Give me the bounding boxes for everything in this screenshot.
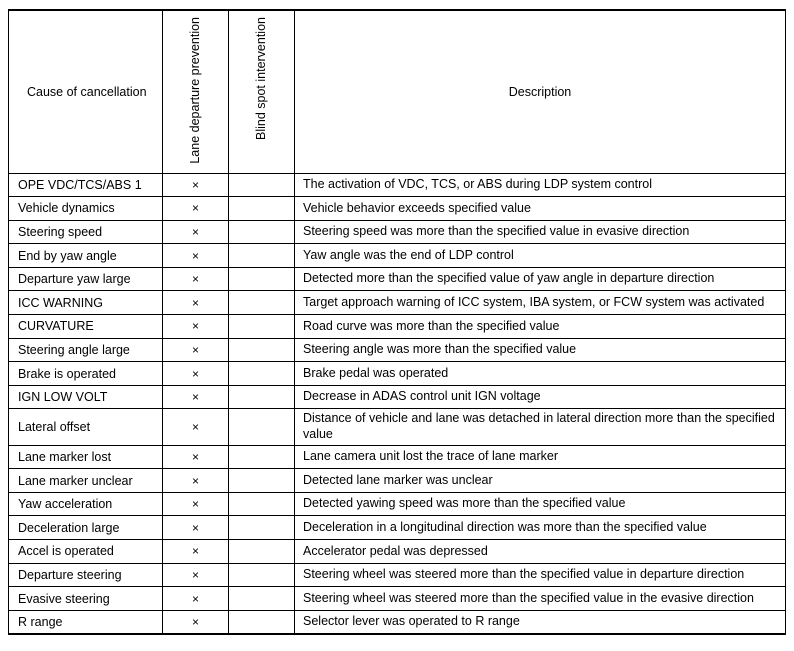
description-cell: Detected more than the specified value of yaw angle in departure direction (295, 267, 786, 291)
table-body (9, 173, 786, 634)
description-cell: Selector lever was operated to R range (295, 610, 786, 634)
bsi-mark-cell (229, 610, 295, 634)
table-row (9, 220, 786, 244)
bsi-mark-cell (229, 563, 295, 587)
cause-cell: Lateral offset (9, 409, 163, 445)
bsi-mark-cell (229, 540, 295, 564)
header-description: Description (295, 10, 786, 173)
cause-cell: CURVATURE (9, 315, 163, 339)
description-cell: Detected yawing speed was more than the specified value (295, 492, 786, 516)
bsi-mark-cell (229, 492, 295, 516)
bsi-mark-cell (229, 587, 295, 611)
bsi-mark-cell (229, 469, 295, 493)
ldp-mark-cell: × (163, 610, 229, 634)
description-cell: Yaw angle was the end of LDP control (295, 244, 786, 268)
cause-cell: Yaw acceleration (9, 492, 163, 516)
table-row (9, 445, 786, 469)
cause-cell: Evasive steering (9, 587, 163, 611)
cause-cell: Lane marker lost (9, 445, 163, 469)
ldp-mark-cell: × (163, 315, 229, 339)
description-cell: The activation of VDC, TCS, or ABS during LDP system control (295, 173, 786, 197)
table-row (9, 409, 786, 445)
table-row (9, 540, 786, 564)
ldp-mark-cell: × (163, 587, 229, 611)
ldp-mark-cell: × (163, 220, 229, 244)
bsi-mark-cell (229, 445, 295, 469)
cause-cell: Departure steering (9, 563, 163, 587)
description-cell: Steering wheel was steered more than the specified value in departure direction (295, 563, 786, 587)
ldp-mark-cell: × (163, 244, 229, 268)
table-row (9, 267, 786, 291)
ldp-mark-cell: × (163, 362, 229, 386)
ldp-mark-cell: × (163, 173, 229, 197)
ldp-mark-cell: × (163, 492, 229, 516)
ldp-mark-cell: × (163, 267, 229, 291)
ldp-mark-cell: × (163, 469, 229, 493)
cause-cell: Departure yaw large (9, 267, 163, 291)
description-cell: Deceleration in a longitudinal direction was more than the specified value (295, 516, 786, 540)
table-row (9, 469, 786, 493)
ldp-mark-cell: × (163, 409, 229, 445)
ldp-mark-cell: × (163, 197, 229, 221)
ldp-mark-cell: × (163, 385, 229, 409)
bsi-mark-cell (229, 338, 295, 362)
description-cell: Road curve was more than the specified value (295, 315, 786, 339)
table-row (9, 362, 786, 386)
ldp-mark-cell: × (163, 516, 229, 540)
table-row (9, 338, 786, 362)
description-cell: Detected lane marker was unclear (295, 469, 786, 493)
header-row (9, 10, 786, 173)
cause-cell: Steering angle large (9, 338, 163, 362)
description-cell: Steering angle was more than the specified value (295, 338, 786, 362)
table-row (9, 610, 786, 634)
description-cell: Target approach warning of ICC system, IBA system, or FCW system was activated (295, 291, 786, 315)
description-cell: Steering speed was more than the specified value in evasive direction (295, 220, 786, 244)
bsi-mark-cell (229, 409, 295, 445)
description-cell: Brake pedal was operated (295, 362, 786, 386)
ldp-mark-cell: × (163, 563, 229, 587)
description-cell: Vehicle behavior exceeds specified value (295, 197, 786, 221)
bsi-mark-cell (229, 173, 295, 197)
cause-cell: Vehicle dynamics (9, 197, 163, 221)
bsi-mark-cell (229, 385, 295, 409)
cause-cell: Accel is operated (9, 540, 163, 564)
cause-cell: R range (9, 610, 163, 634)
header-cause: Cause of cancellation (9, 10, 163, 173)
bsi-mark-cell (229, 197, 295, 221)
table-row (9, 516, 786, 540)
description-cell: Steering wheel was steered more than the specified value in the evasive direction (295, 587, 786, 611)
cancellation-table (8, 9, 786, 635)
bsi-mark-cell (229, 362, 295, 386)
table-row (9, 385, 786, 409)
description-cell: Lane camera unit lost the trace of lane marker (295, 445, 786, 469)
table-row (9, 173, 786, 197)
header-bsi-label: Blind spot intervention (254, 17, 269, 140)
ldp-mark-cell: × (163, 445, 229, 469)
cause-cell: End by yaw angle (9, 244, 163, 268)
cause-cell: Deceleration large (9, 516, 163, 540)
bsi-mark-cell (229, 315, 295, 339)
bsi-mark-cell (229, 244, 295, 268)
table-row (9, 197, 786, 221)
description-cell: Decrease in ADAS control unit IGN voltage (295, 385, 786, 409)
cause-cell: Lane marker unclear (9, 469, 163, 493)
cause-cell: ICC WARNING (9, 291, 163, 315)
cause-cell: IGN LOW VOLT (9, 385, 163, 409)
cause-cell: OPE VDC/TCS/ABS 1 (9, 173, 163, 197)
bsi-mark-cell (229, 220, 295, 244)
cause-cell: Brake is operated (9, 362, 163, 386)
table-row (9, 244, 786, 268)
ldp-mark-cell: × (163, 540, 229, 564)
bsi-mark-cell (229, 291, 295, 315)
table-row (9, 291, 786, 315)
table-row (9, 492, 786, 516)
table-row (9, 587, 786, 611)
table-row (9, 315, 786, 339)
header-ldp (163, 10, 229, 173)
ldp-mark-cell: × (163, 338, 229, 362)
header-bsi (229, 10, 295, 173)
description-cell: Accelerator pedal was depressed (295, 540, 786, 564)
header-ldp-label: Lane departure prevention (188, 17, 203, 164)
bsi-mark-cell (229, 267, 295, 291)
table-row (9, 563, 786, 587)
cause-cell: Steering speed (9, 220, 163, 244)
description-cell: Distance of vehicle and lane was detached in lateral direction more than the specified value (295, 409, 786, 445)
ldp-mark-cell: × (163, 291, 229, 315)
bsi-mark-cell (229, 516, 295, 540)
